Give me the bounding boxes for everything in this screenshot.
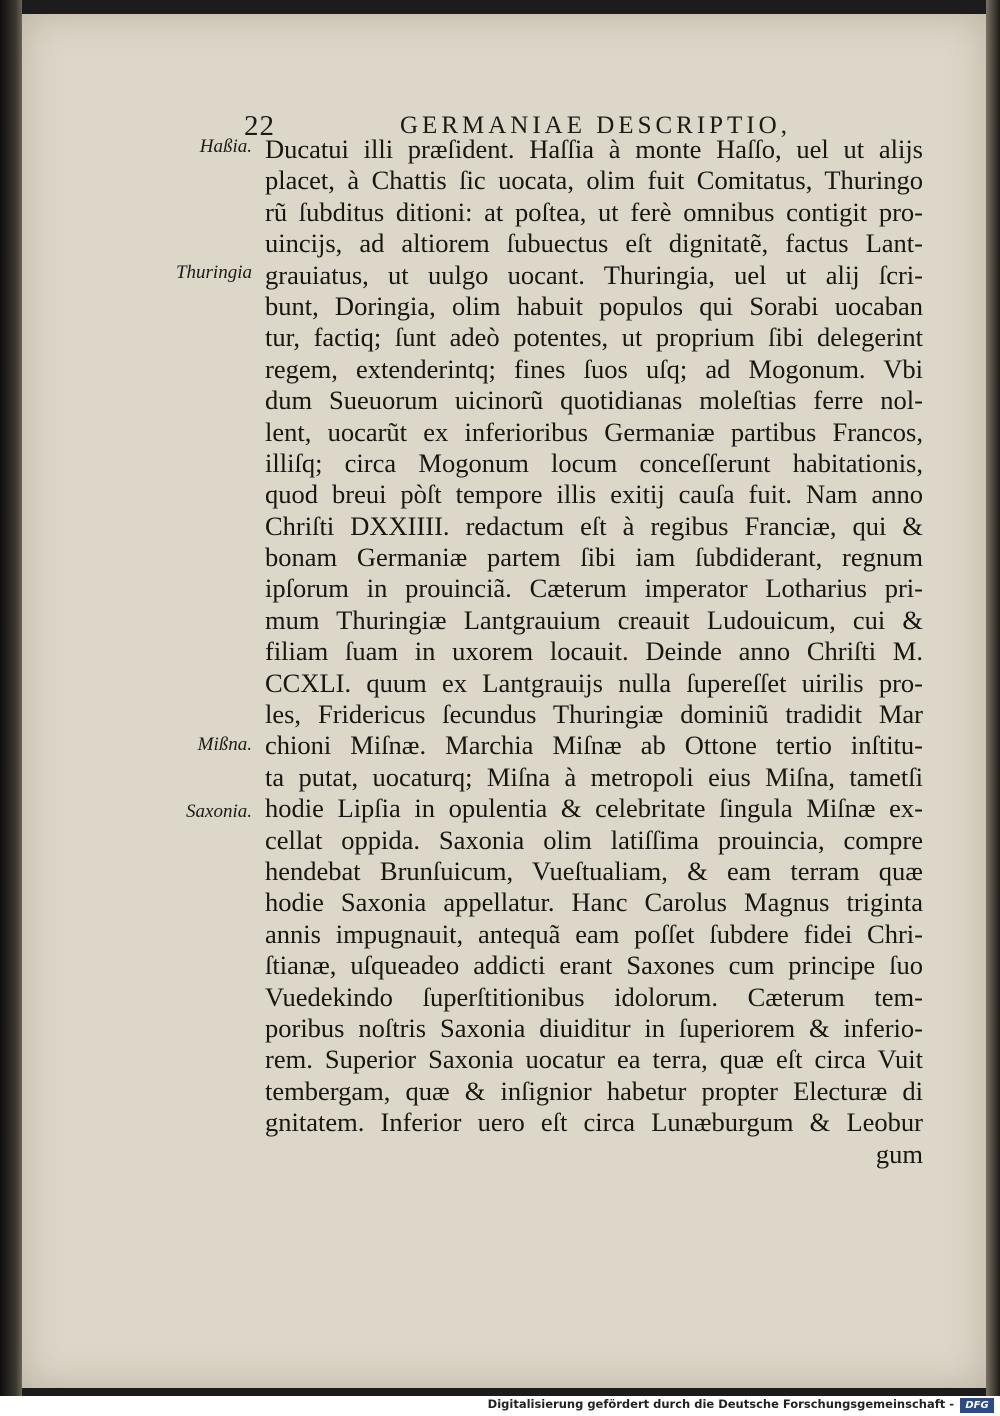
text-line: mum Thuringiæ Lantgrauium creauit Ludouicum, cui & bbox=[265, 604, 923, 635]
text-line: quod breui pòſt tempore illis exitij cauſa fuit. Nam anno bbox=[265, 479, 923, 510]
text-line: uincijs, ad altiorem ſubuectus eſt dignitatẽ, factus Lant- bbox=[265, 228, 923, 259]
text-line: annis impugnauit, antequã eam poſſet ſubdere fidei Chri- bbox=[265, 918, 923, 949]
text-line: rem. Superior Saxonia uocatur ea terra, quæ eſt circa Vuit bbox=[265, 1044, 923, 1075]
page-number: 22 bbox=[244, 110, 275, 142]
text-line: rũ ſubditus ditioni: at poſtea, ut ferè omnibus contigit pro- bbox=[265, 196, 923, 227]
text-line: grauiatus, ut uulgo uocant. Thuringia, uel ut alij ſcri- bbox=[265, 259, 923, 290]
text-line: chioni Miſnæ. Marchia Miſnæ ab Ottone tertio inſtitu- bbox=[265, 730, 923, 761]
text-line: poribus noſtris Saxonia diuiditur in ſuperiorem & inferio- bbox=[265, 1012, 923, 1043]
text-line: regem, extenderintq; fines ſuos uſq; ad Mogonum. Vbi bbox=[265, 353, 923, 384]
text-line: lent, uocarũt ex inferioribus Germaniæ partibus Francos, bbox=[265, 416, 923, 447]
text-line: bunt, Doringia, olim habuit populos qui Sorabi uocaban bbox=[265, 290, 923, 321]
text-line: hendebat Brunſuicum, Vueſtualiam, & eam terram quæ bbox=[265, 855, 923, 886]
text-line: hodie Saxonia appellatur. Hanc Carolus Magnus triginta bbox=[265, 887, 923, 918]
text-line: dum Sueuorum uicinorũ quotidianas moleſtias ferre nol- bbox=[265, 385, 923, 416]
text-line: tur, factiq; ſunt adeò potentes, ut proprium ſibi delegerint bbox=[265, 322, 923, 353]
dfg-logo-icon: DFG bbox=[960, 1398, 994, 1413]
text-line: CCXLI. quum ex Lantgrauijs nulla ſupereſſet uirilis pro- bbox=[265, 667, 923, 698]
running-head: GERMANIAE DESCRIPTIO, bbox=[400, 112, 791, 139]
book-page bbox=[22, 14, 986, 1388]
text-line: ta putat, uocaturq; Miſna à metropoli eius Miſna, tametſi bbox=[265, 761, 923, 792]
text-line: tembergam, quæ & inſignior habetur propter Electuræ di bbox=[265, 1075, 923, 1106]
footer-credit: Digitalisierung gefördert durch die Deutsche Forschungsgemeinschaft - bbox=[487, 1397, 954, 1411]
text-line: Vuedekindo ſuperſtitionibus idolorum. Cæterum tem- bbox=[265, 981, 923, 1012]
catchword: gum bbox=[875, 1139, 923, 1169]
text-line: hodie Lipſia in opulentia & celebritate ſingula Miſnæ ex- bbox=[265, 793, 923, 824]
scan-right-edge bbox=[986, 0, 1000, 1396]
text-line: ſtianæ, uſqueadeo addicti erant Saxones cum principe ſuo bbox=[265, 950, 923, 981]
scan-left-edge bbox=[0, 0, 22, 1396]
text-line: placet, à Chattis ſic uocata, olim fuit Comitatus, Thuringo bbox=[265, 165, 923, 196]
text-line: bonam Germaniæ partem ſibi iam ſubdiderant, regnum bbox=[265, 542, 923, 573]
text-line: ipſorum in prouinciã. Cæterum imperator Lotharius pri- bbox=[265, 573, 923, 604]
margin-note-misna: Mißna. bbox=[197, 734, 252, 755]
text-line: illiſq; circa Mogonum locum conceſſerunt habitationis, bbox=[265, 447, 923, 478]
margin-note-thuringia: Thuringia bbox=[175, 262, 252, 283]
text-line: Ducatui illi præſident. Haſſia à monte Haſſo, uel ut alijs bbox=[265, 134, 923, 164]
text-line: gnitatem. Inferior uero eſt circa Lunæburgum & Leobur bbox=[265, 1107, 923, 1138]
text-line: Chriſti DXXIIII. redactum eſt à regibus Franciæ, qui & bbox=[265, 510, 923, 541]
body-text bbox=[265, 134, 923, 1139]
text-line: filiam ſuam in uxorem locauit. Deinde anno Chriſti M. bbox=[265, 636, 923, 667]
margin-note-saxonia: Saxonia. bbox=[186, 801, 252, 822]
text-line: cellat oppida. Saxonia olim latiſſima prouincia, compre bbox=[265, 824, 923, 855]
footer-bar bbox=[0, 1396, 1000, 1416]
margin-note-hassia: Haßia. bbox=[199, 136, 252, 157]
text-line: les, Fridericus ſecundus Thuringiæ dominiũ tradidit Mar bbox=[265, 699, 923, 730]
